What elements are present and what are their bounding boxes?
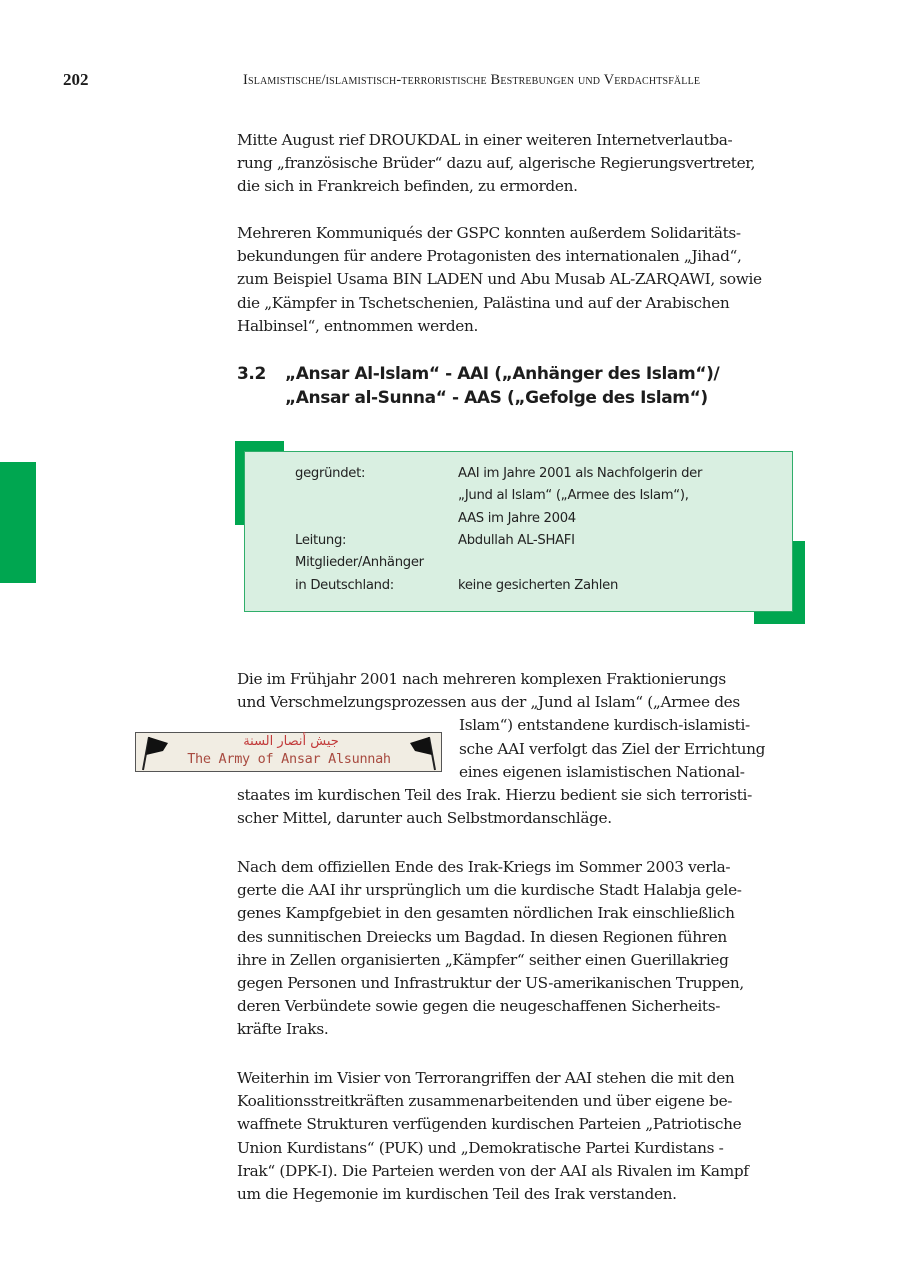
text-line: eines eigenen islamistischen National- [459, 762, 745, 781]
text-line: Islam“) entstandene kurdisch-islamisti- [459, 716, 750, 735]
text-line: Nach dem offiziellen Ende des Irak-Kriegs im Sommer 2003 verla- [237, 858, 731, 876]
paragraph-droukdal [237, 129, 812, 199]
text-line: waffnete Strukturen verfügenden kurdischen Parteien „Patriotische [237, 1115, 742, 1134]
paragraph-after-iraq-war [237, 856, 812, 1042]
text-line: Irak“ (DPK-I). Die Parteien werden von der AAI als Rivalen im Kampf [237, 1161, 749, 1180]
page-number: 202 [63, 70, 89, 89]
text-line: Halbinsel“, entnommen werden. [237, 316, 478, 335]
text-line: deren Verbündete sowie gegen die neugeschaffenen Sicherheits- [237, 997, 721, 1016]
founded-value-line: AAS im Jahre 2004 [458, 510, 576, 526]
text-line: des sunnitischen Dreiecks um Bagdad. In diesen Regionen führen [237, 927, 727, 946]
paragraph-kurdish-parties [237, 1067, 812, 1206]
text-line: Die im Frühjahr 2001 nach mehreren komplexen Fraktionierungs [237, 670, 726, 688]
organization-info-box [244, 451, 793, 612]
text-line: und Verschmelzungsprozessen aus der „Jund al Islam“ („Armee des [237, 693, 740, 712]
text-line: zum Beispiel Usama BIN LADEN und Abu Musab AL-ZARQAWI, sowie [237, 270, 762, 289]
text-line: Weiterhin im Visier von Terrorangriffen der AAI stehen die mit den [237, 1069, 735, 1087]
founded-value-line: AAI im Jahre 2001 als Nachfolgerin der [458, 466, 703, 481]
members-value: keine gesicherten Zahlen [458, 577, 619, 593]
text-line: die sich in Frankreich befinden, zu ermorden. [237, 177, 578, 196]
leader-label: Leitung: [295, 532, 347, 548]
text-line: bekundungen für andere Protagonisten des internationalen „Jihad“, [237, 247, 742, 266]
logo-arabic-text: جيش أنصار السنة [243, 734, 339, 749]
founded-value-line: „Jund al Islam“ („Armee des Islam“), [458, 488, 689, 504]
text-line: Koalitionsstreitkräften zusammenarbeitenden und über eigene be- [237, 1092, 733, 1111]
section-title-line2: „Ansar al-Sunna“ - AAS („Gefolge des Islam“) [285, 388, 708, 408]
chapter-marker-bar [0, 462, 36, 583]
text-line: Mitte August rief DROUKDAL in einer weiteren Internetverlautba- [237, 131, 733, 149]
text-line: Mehreren Kommuniqués der GSPC konnten außerdem Solidaritäts- [237, 224, 741, 242]
running-header: Islamistische/islamistisch-terroristische Bestrebungen und Verdachtsfälle [243, 72, 701, 88]
founded-label: gegründet: [295, 466, 366, 481]
section-number: 3.2 [237, 364, 266, 384]
paragraph-aai-origin [237, 668, 812, 830]
text-line: um die Hegemonie im kurdischen Teil des Irak verstanden. [237, 1185, 677, 1204]
text-line: genes Kampfgebiet in den gesamten nördlichen Irak einschließlich [237, 904, 735, 923]
logo-latin-text: The Army of Ansar Alsunnah [187, 751, 391, 767]
members-label-line1: Mitglieder/Anhänger [295, 555, 424, 571]
text-line: kräfte Iraks. [237, 1020, 329, 1039]
text-line: gerte die AAI ihr ursprünglich um die kurdische Stadt Halabja gele- [237, 881, 742, 900]
paragraph-communiques [237, 222, 812, 338]
section-title-line1: „Ansar Al-Islam“ - AAI („Anhänger des Islam“)/ [285, 364, 720, 384]
text-line: sche AAI verfolgt das Ziel der Errichtung [459, 739, 766, 758]
leader-value: Abdullah AL-SHAFI [458, 532, 575, 548]
text-line: Union Kurdistans“ (PUK) und „Demokratische Partei Kurdistans - [237, 1138, 724, 1157]
text-line: rung „französische Brüder“ dazu auf, algerische Regierungsvertreter, [237, 154, 756, 173]
text-line: ihre in Zellen organisierten „Kämpfer“ seither einen Guerillakrieg [237, 950, 729, 969]
text-line: gegen Personen und Infrastruktur der US-amerikanischen Truppen, [237, 974, 744, 993]
members-label-line2: in Deutschland: [295, 577, 394, 593]
text-line: staates im kurdischen Teil des Irak. Hierzu bedient sie sich terroristi- [237, 786, 752, 805]
text-line: scher Mittel, darunter auch Selbstmordanschläge. [237, 809, 612, 828]
text-line: die „Kämpfer in Tschetschenien, Palästina und auf der Arabischen [237, 293, 730, 312]
